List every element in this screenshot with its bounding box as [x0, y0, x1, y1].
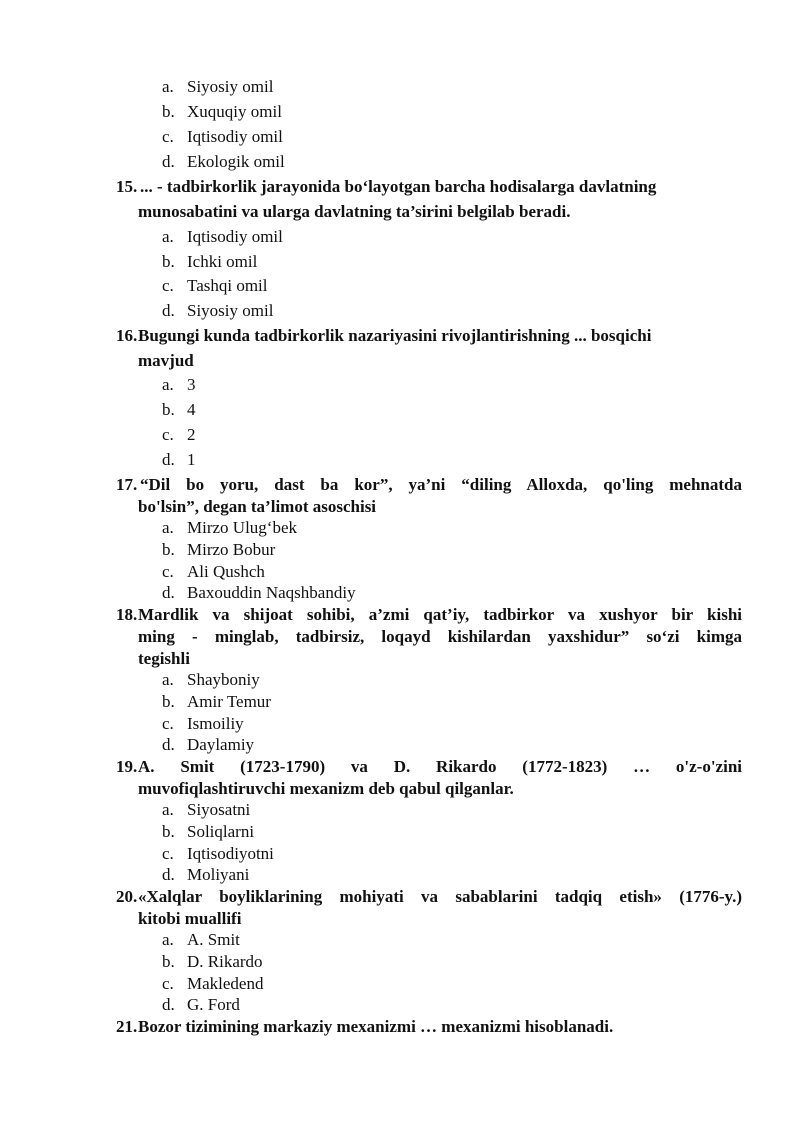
- question-number: 19.: [116, 757, 138, 776]
- question-text-line: munosabatini va ularga davlatning ta’sirini belgilab beradi.: [138, 201, 571, 221]
- q15-option-b: b. Ichki omil: [162, 252, 258, 271]
- q19-option-c: c. Iqtisodiyotni: [162, 844, 274, 863]
- q16-option-b: b. 4: [162, 400, 196, 419]
- q14-option-a: a. Siyosiy omil: [162, 77, 274, 96]
- q17-option-d: d. Baxouddin Naqshbandiy: [162, 583, 356, 602]
- question-text-line: tegishli: [138, 648, 190, 668]
- question-number: 21.: [116, 1017, 138, 1036]
- question-text-line: Bozor tizimining markaziy mexanizmi … mexanizmi hisoblanadi.: [138, 1017, 614, 1036]
- q14-option-c: c. Iqtisodiy omil: [162, 127, 283, 146]
- q15-option-a: a. Iqtisodiy omil: [162, 227, 283, 246]
- q17-option-a: a. Mirzo Ulug‘bek: [162, 518, 298, 537]
- q15-option-d: d. Siyosiy omil: [162, 301, 274, 320]
- q16-option-a: a. 3: [162, 375, 196, 394]
- q20-option-c: c. Makledend: [162, 974, 264, 993]
- question-text-line: «Xalqlar boyliklarining mohiyati va sabablarini tadqiq etish» (1776-y.): [138, 887, 742, 906]
- question-number: 20.: [116, 887, 138, 906]
- question-text-line: “Dil bo yoru, dast ba kor”, ya’ni “diling Alloxda, qo'ling mehnatda: [140, 475, 742, 494]
- question-17: [116, 474, 742, 518]
- question-21: [116, 1016, 742, 1038]
- question-text-line: muvofiqlashtiruvchi mexanizm deb qabul qilganlar.: [138, 778, 514, 798]
- question-15: [116, 175, 742, 224]
- q14-option-b: b. Xuquqiy omil: [162, 102, 282, 121]
- question-text-line: bo'lsin”, degan ta’limot asoschisi: [138, 496, 377, 516]
- question-text-line: Mardlik va shijoat sohibi, a’zmi qat’iy, tadbirkor va xushyor bir kishi: [138, 605, 742, 624]
- q20-option-a: a. A. Smit: [162, 930, 240, 949]
- question-number: 17.: [116, 475, 138, 494]
- question-text-line: kitobi muallifi: [138, 908, 242, 928]
- question-text-line: Bugungi kunda tadbirkorlik nazariyasini rivojlantirishning ... bosqichi: [138, 326, 652, 345]
- q19-option-d: d. Moliyani: [162, 865, 250, 884]
- q19-option-b: b. Soliqlarni: [162, 822, 255, 841]
- question-text-line: mavjud: [138, 350, 194, 370]
- question-text-line: ming - minglab, tadbirsiz, loqayd kishilardan yaxshidur” so‘zi kimga: [138, 626, 742, 646]
- question-18: [116, 604, 742, 669]
- q20-option-b: b. D. Rikardo: [162, 952, 263, 971]
- question-text-line: ... - tadbirkorlik jarayonida bo‘layotgan barcha hodisalarga davlatning: [140, 177, 657, 196]
- q18-option-d: d. Daylamiy: [162, 735, 255, 754]
- question-number: 18.: [116, 605, 138, 624]
- question-20: [116, 886, 742, 930]
- q18-option-c: c. Ismoiliy: [162, 714, 244, 733]
- q15-option-c: c. Tashqi omil: [162, 276, 268, 295]
- question-text-line: A. Smit (1723-1790) va D. Rikardo (1772-1823) … o'z-o'zini: [138, 757, 742, 776]
- question-number: 16.: [116, 326, 138, 345]
- q16-option-d: d. 1: [162, 450, 196, 469]
- q18-option-b: b. Amir Temur: [162, 692, 271, 711]
- q18-option-a: a. Shayboniy: [162, 670, 260, 689]
- question-16: [116, 324, 742, 373]
- q17-option-b: b. Mirzo Bobur: [162, 540, 276, 559]
- q16-option-c: c. 2: [162, 425, 196, 444]
- q20-option-d: d. G. Ford: [162, 995, 240, 1014]
- q19-option-a: a. Siyosatni: [162, 800, 251, 819]
- question-number: 15.: [116, 177, 138, 196]
- question-19: [116, 756, 742, 800]
- q17-option-c: c. Ali Qushch: [162, 562, 265, 581]
- q14-option-d: d. Ekologik omil: [162, 152, 285, 171]
